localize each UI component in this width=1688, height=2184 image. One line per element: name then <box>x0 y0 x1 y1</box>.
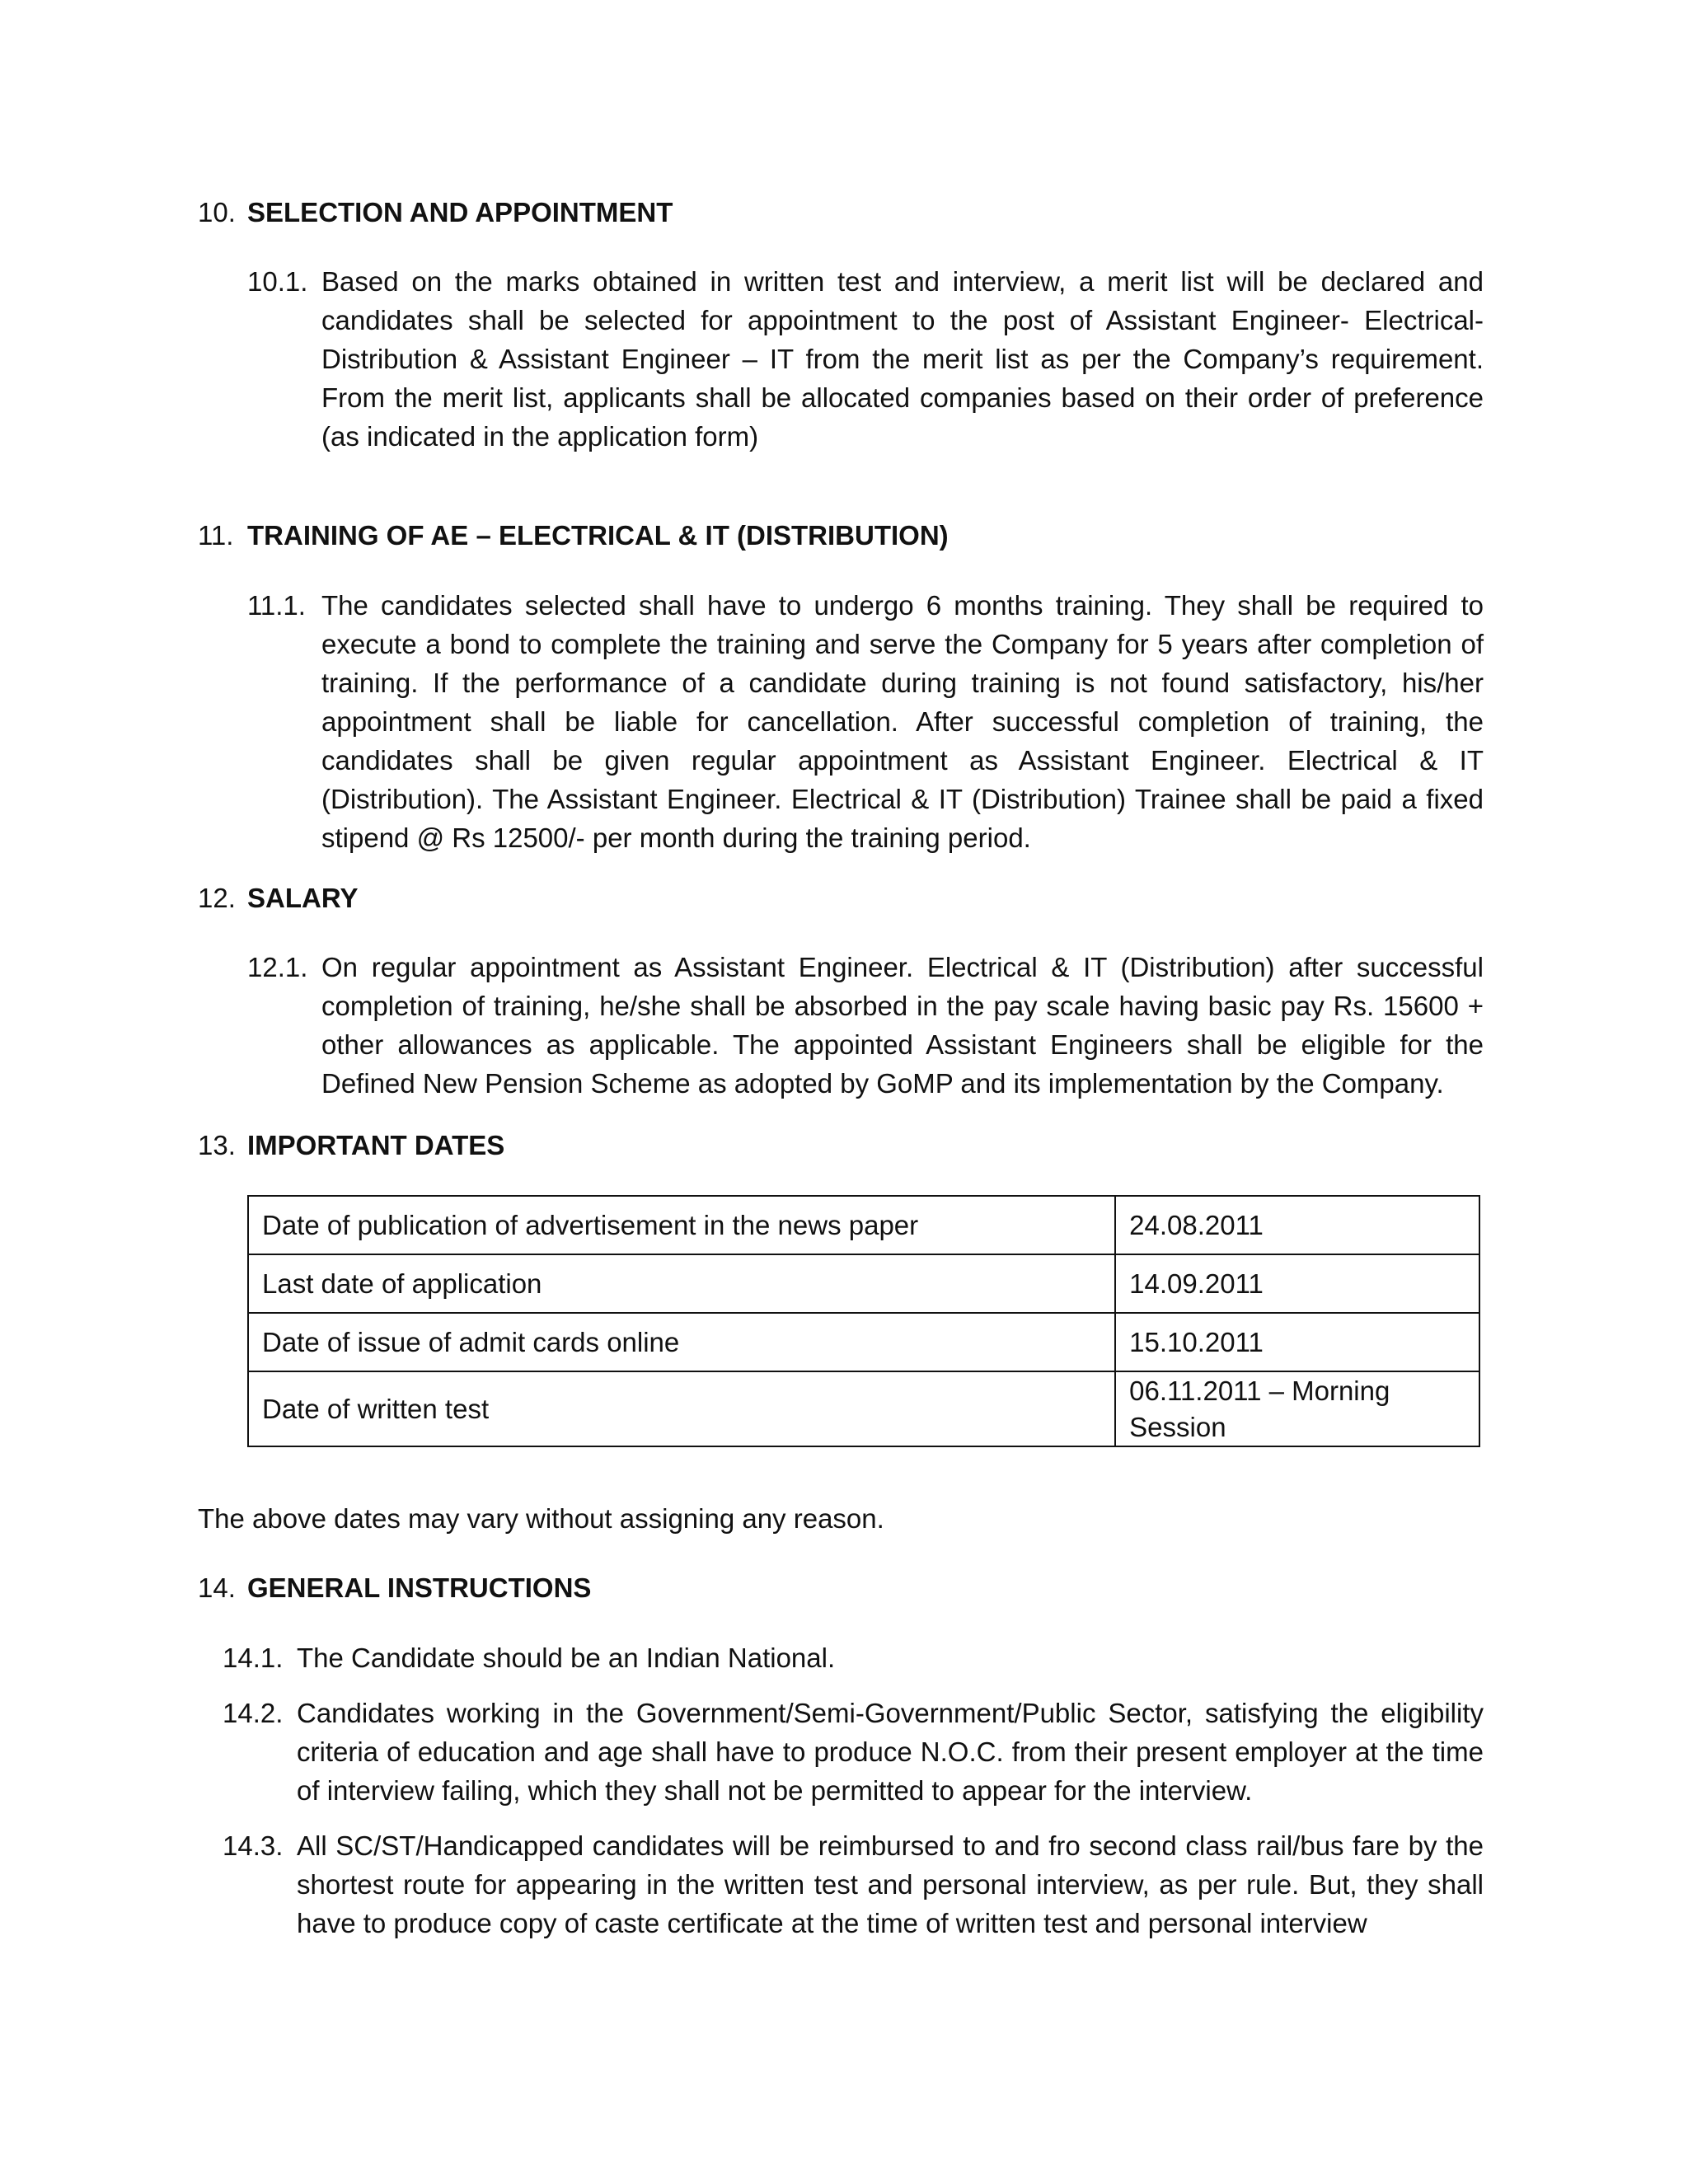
paragraph-11-1 <box>247 586 1484 857</box>
paragraph-text: The candidates selected shall have to undergo 6 months training. They shall be required to execute a bond to complete the training and serve the Company for 5 years after completion of training. If the performance of a candidate during training is not found satisfactory, his/her appointment shall be liable for cancellation. After successful completion of training, the candidates shall be given regular appointment as Assistant Engineer. Electrical & IT (Distribution). The Assistant Engineer. Electrical & IT (Distribution) Trainee shall be paid a fixed stipend @ Rs 12500/- per month during the training period. <box>321 590 1484 853</box>
section-number: 14. <box>198 1572 236 1603</box>
paragraph-14-2 <box>223 1694 1484 1810</box>
table-row <box>248 1371 1479 1446</box>
paragraph-12-1 <box>247 948 1484 1103</box>
paragraph-text: Candidates working in the Government/Semi-Government/Public Sector, satisfying the eligibility criteria of education and age shall have to produce N.O.C. from their present employer at the time of interview failing, which they shall not be permitted to appear for the interview. <box>297 1698 1484 1806</box>
paragraph-14-1 <box>223 1638 1484 1677</box>
paragraph-text: All SC/ST/Handicapped candidates will be reimbursed to and fro second class rail/bus fare by the shortest route for appearing in the written test and personal interview, as per rule. But, they shall have to produce copy of caste certificate at the time of written test and personal interview <box>297 1830 1484 1938</box>
section-title: GENERAL INSTRUCTIONS <box>247 1572 592 1603</box>
section-10-heading <box>198 193 673 232</box>
paragraph-10-1 <box>247 262 1484 456</box>
section-number: 13. <box>198 1130 236 1160</box>
section-13-heading <box>198 1126 504 1165</box>
paragraph-number: 10.1. <box>247 266 308 297</box>
date-cell: 15.10.2011 <box>1115 1313 1479 1371</box>
paragraph-number: 14.2. <box>223 1698 284 1728</box>
paragraph-text: The Candidate should be an Indian National. <box>297 1643 836 1673</box>
paragraph-text: Based on the marks obtained in written test and interview, a merit list will be declared and candidates shall be selected for appointment to the post of Assistant Engineer- Electrical-Distribution & Assistant Engineer – IT from the merit list as per the Company’s requirement. From the merit list, applicants shall be allocated companies based on their order of preference (as indicated in the application form) <box>321 266 1484 452</box>
important-dates-table <box>247 1195 1480 1447</box>
section-title: SELECTION AND APPOINTMENT <box>247 197 673 227</box>
section-number: 12. <box>198 883 236 913</box>
date-cell: 14.09.2011 <box>1115 1254 1479 1313</box>
section-number: 10. <box>198 197 236 227</box>
section-title: IMPORTANT DATES <box>247 1130 505 1160</box>
section-title: SALARY <box>247 883 359 913</box>
table-row <box>248 1196 1479 1254</box>
table-row <box>248 1313 1479 1371</box>
section-number: 11. <box>198 520 234 551</box>
event-cell: Date of publication of advertisement in the news paper <box>248 1196 1115 1254</box>
paragraph-number: 14.3. <box>223 1830 284 1861</box>
paragraph-number: 11.1. <box>247 590 306 621</box>
event-cell: Date of written test <box>248 1371 1115 1446</box>
paragraph-14-3 <box>223 1826 1484 1943</box>
paragraph-number: 14.1. <box>223 1643 284 1673</box>
date-cell: 24.08.2011 <box>1115 1196 1479 1254</box>
section-11-heading <box>198 516 949 555</box>
section-14-heading <box>198 1568 591 1607</box>
section-12-heading <box>198 879 358 917</box>
event-cell: Date of issue of admit cards online <box>248 1313 1115 1371</box>
section-title: TRAINING OF AE – ELECTRICAL & IT (DISTRIBUTION) <box>247 520 949 551</box>
paragraph-text: On regular appointment as Assistant Engineer. Electrical & IT (Distribution) after successful completion of training, he/she shall be absorbed in the pay scale having basic pay Rs. 15600 + other allowances as applicable. The appointed Assistant Engineers shall be eligible for the Defined New Pension Scheme as adopted by GoMP and its implementation by the Company. <box>321 952 1484 1099</box>
date-cell: 06.11.2011 – Morning Session <box>1115 1371 1479 1446</box>
paragraph-number: 12.1. <box>247 952 308 982</box>
dates-note: The above dates may vary without assigning any reason. <box>198 1503 884 1534</box>
event-cell: Last date of application <box>248 1254 1115 1313</box>
table-row <box>248 1254 1479 1313</box>
